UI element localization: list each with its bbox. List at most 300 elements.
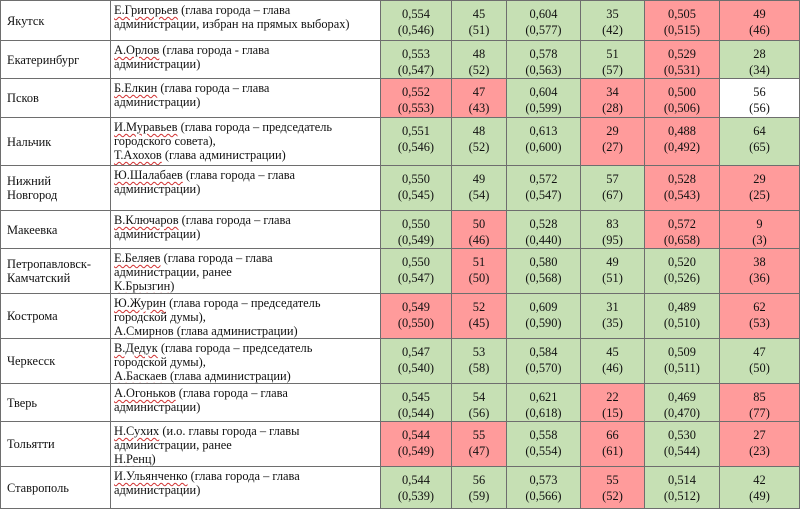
value-cell — [645, 41, 720, 79]
previous-value: (67) — [602, 188, 623, 202]
previous-value: (49) — [749, 489, 770, 503]
city-name: Нальчик — [7, 134, 52, 149]
current-value: 55 — [606, 473, 619, 487]
current-value: 45 — [472, 7, 486, 21]
previous-value: (61) — [602, 444, 623, 458]
table-row — [1, 211, 800, 249]
value-cell — [381, 166, 452, 211]
leader-name: А.Смирнов — [114, 324, 174, 338]
current-value: 0,528 — [529, 217, 558, 231]
current-value: 28 — [753, 47, 766, 61]
current-value: 55 — [472, 428, 486, 442]
leader-role: администрации) — [114, 227, 201, 241]
current-value: 35 — [606, 7, 619, 21]
value-cell — [452, 79, 507, 118]
current-value: 48 — [472, 47, 486, 61]
leader-role: (глава города – глава — [175, 386, 288, 400]
leader-name: К.Брызгин — [114, 279, 171, 293]
previous-value: (0,568) — [525, 271, 562, 285]
current-value: 66 — [606, 428, 619, 442]
previous-value: (0,549) — [397, 233, 435, 247]
previous-value: (77) — [749, 406, 770, 420]
leader-name: В.Дедук — [114, 341, 158, 355]
value-cell — [645, 339, 720, 384]
previous-value: (51) — [602, 271, 623, 285]
value-cell — [452, 41, 507, 79]
leader-name: И.Муравьев — [114, 120, 178, 134]
previous-value: (56) — [468, 406, 490, 420]
current-value: 0,520 — [668, 255, 696, 269]
value-cell — [507, 249, 581, 294]
previous-value: (0,546) — [397, 140, 435, 154]
previous-value: (45) — [468, 316, 490, 330]
leader-role: городской думы), — [114, 355, 206, 369]
leader-name: Ю.Журин — [114, 296, 166, 310]
current-value: 0,505 — [668, 7, 696, 21]
leader-role: (глава города - глава — [159, 43, 270, 57]
value-cell — [381, 339, 452, 384]
table-body — [1, 1, 800, 509]
previous-value: (0,547) — [525, 188, 562, 202]
current-value: 0,509 — [668, 345, 696, 359]
leader-role: (глава города – председатель — [157, 341, 313, 355]
value-cell — [452, 211, 507, 249]
leader-role: администрации) — [114, 95, 201, 109]
leader-name: А.Огоньков — [114, 386, 176, 400]
current-value: 64 — [753, 124, 766, 138]
current-value: 29 — [606, 124, 619, 138]
leader-cell — [111, 467, 381, 509]
leader-role: (глава города – глава — [178, 3, 291, 17]
leader-cell — [111, 79, 381, 118]
previous-value: (0,545) — [397, 188, 435, 202]
previous-value: (25) — [749, 188, 770, 202]
leader-role: (глава города – глава — [160, 251, 273, 265]
city-cell — [1, 422, 111, 467]
previous-value: (0,512) — [663, 489, 701, 503]
current-value: 0,530 — [668, 428, 696, 442]
leader-role: городского совета), — [114, 134, 216, 148]
previous-value: (15) — [602, 406, 623, 420]
current-value: 0,528 — [668, 172, 696, 186]
current-value: 0,604 — [529, 85, 558, 99]
city-name: Ставрополь — [7, 480, 69, 495]
leader-cell — [111, 1, 381, 41]
city-name: Кострома — [7, 309, 58, 323]
leader-role: (глава администрации) — [166, 369, 291, 383]
current-value: 0,514 — [668, 473, 696, 487]
value-cell — [452, 339, 507, 384]
city-name: Черкесск — [7, 354, 56, 368]
previous-value: (0,577) — [525, 23, 562, 37]
value-cell — [381, 41, 452, 79]
leader-role: администрации) — [114, 182, 201, 196]
value-cell — [720, 118, 800, 166]
value-cell — [581, 1, 645, 41]
leader-role: (глава города – глава — [187, 469, 300, 483]
leader-cell — [111, 422, 381, 467]
value-cell — [507, 467, 581, 509]
leader-role: администрации) — [114, 483, 201, 497]
current-value: 50 — [472, 217, 486, 231]
current-value: 34 — [606, 85, 619, 99]
value-cell — [720, 249, 800, 294]
city-cell — [1, 1, 111, 41]
previous-value: (28) — [602, 101, 623, 115]
previous-value: (0,547) — [397, 271, 435, 285]
value-cell — [645, 166, 720, 211]
previous-value: (0,539) — [397, 489, 435, 503]
value-cell — [645, 211, 720, 249]
table-row — [1, 294, 800, 339]
current-value: 22 — [606, 390, 619, 404]
value-cell — [507, 41, 581, 79]
current-value: 47 — [753, 345, 766, 359]
previous-value: (53) — [749, 316, 770, 330]
previous-value: (0,544) — [397, 406, 435, 420]
previous-value: (51) — [468, 23, 490, 37]
value-cell — [381, 294, 452, 339]
current-value: 0,558 — [529, 428, 558, 442]
value-cell — [645, 422, 720, 467]
table-row — [1, 422, 800, 467]
current-value: 0,553 — [402, 47, 430, 61]
leader-role: (глава администрации) — [161, 148, 286, 162]
previous-value: (95) — [602, 233, 623, 247]
current-value: 0,584 — [529, 345, 558, 359]
leader-name: Н.Ренц — [114, 452, 152, 466]
table-row — [1, 1, 800, 41]
city-name: Екатеринбург — [7, 52, 80, 67]
leader-role: администрации, ранее — [114, 265, 232, 279]
city-cell — [1, 41, 111, 79]
value-cell — [581, 339, 645, 384]
previous-value: (65) — [749, 140, 770, 154]
previous-value: (0,563) — [525, 63, 562, 77]
value-cell — [581, 384, 645, 422]
previous-value: (50) — [468, 271, 490, 285]
city-cell — [1, 467, 111, 509]
previous-value: (34) — [749, 63, 770, 77]
value-cell — [452, 1, 507, 41]
value-cell — [720, 1, 800, 41]
value-cell — [581, 211, 645, 249]
city-name: Якутск — [7, 13, 45, 28]
previous-value: (35) — [602, 316, 623, 330]
value-cell — [581, 249, 645, 294]
value-cell — [381, 118, 452, 166]
current-value: 27 — [753, 428, 766, 442]
value-cell — [645, 467, 720, 509]
value-cell — [720, 422, 800, 467]
city-name: Тольятти — [7, 437, 55, 451]
current-value: 53 — [472, 345, 486, 359]
value-cell — [720, 79, 800, 118]
previous-value: (0,599) — [525, 101, 562, 115]
leader-name: И.Ульянченко — [114, 469, 188, 483]
table-row — [1, 118, 800, 166]
current-value: 48 — [472, 124, 486, 138]
leader-role: (глава города – глава — [178, 213, 291, 227]
city-name: Псков — [7, 91, 39, 105]
previous-value: (0,554) — [525, 444, 562, 458]
value-cell — [645, 118, 720, 166]
current-value: 0,544 — [402, 428, 430, 442]
previous-value: (42) — [602, 23, 623, 37]
leader-cell — [111, 166, 381, 211]
leader-role: городской думы), — [114, 310, 206, 324]
value-cell — [507, 118, 581, 166]
value-cell — [645, 1, 720, 41]
leader-role: (глава города – председатель — [165, 296, 321, 310]
leader-role: администрации, избран на прямых выборах) — [114, 17, 350, 31]
current-value: 0,550 — [402, 172, 430, 186]
current-value: 0,529 — [668, 47, 696, 61]
value-cell — [507, 294, 581, 339]
city-name: Петропавловск- — [7, 257, 92, 271]
leader-role: администрации) — [114, 57, 201, 71]
value-cell — [507, 384, 581, 422]
previous-value: (46) — [749, 23, 770, 37]
previous-value: (23) — [749, 444, 770, 458]
previous-value: (46) — [602, 361, 623, 375]
current-value: 0,551 — [402, 124, 430, 138]
current-value: 54 — [472, 390, 486, 404]
previous-value: (0,540) — [397, 361, 435, 375]
leader-cell — [111, 339, 381, 384]
current-value: 0,604 — [529, 7, 558, 21]
table-row — [1, 166, 800, 211]
leader-name: Ю.Шалабаев — [114, 168, 183, 182]
value-cell — [452, 384, 507, 422]
leader-name: В.Ключаров — [114, 213, 179, 227]
previous-value: (0,546) — [397, 23, 435, 37]
previous-value: (3) — [752, 233, 767, 247]
current-value: 0,573 — [529, 473, 558, 487]
previous-value: (0,618) — [525, 406, 562, 420]
value-cell — [507, 79, 581, 118]
previous-value: (0,658) — [663, 233, 701, 247]
current-value: 83 — [606, 217, 619, 231]
previous-value: (0,547) — [397, 63, 435, 77]
leader-cell — [111, 118, 381, 166]
value-cell — [507, 211, 581, 249]
current-value: 29 — [753, 172, 766, 186]
previous-value: (0,515) — [663, 23, 701, 37]
previous-value: (58) — [468, 361, 490, 375]
city-name: Макеевка — [7, 222, 58, 237]
value-cell — [452, 249, 507, 294]
value-cell — [581, 41, 645, 79]
current-value: 0,580 — [529, 255, 558, 269]
current-value: 49 — [472, 172, 486, 186]
value-cell — [720, 384, 800, 422]
previous-value: (0,492) — [663, 140, 701, 154]
current-value: 9 — [756, 217, 763, 231]
value-cell — [581, 294, 645, 339]
value-cell — [720, 294, 800, 339]
leader-cell — [111, 41, 381, 79]
current-value: 0,544 — [402, 473, 430, 487]
current-value: 51 — [606, 47, 619, 61]
value-cell — [507, 422, 581, 467]
current-value: 31 — [606, 300, 619, 314]
previous-value: (0,526) — [663, 271, 701, 285]
current-value: 0,572 — [529, 172, 558, 186]
leader-name: А.Орлов — [114, 43, 160, 57]
previous-value: (0,531) — [663, 63, 701, 77]
current-value: 0,554 — [402, 7, 430, 21]
leader-role: (глава города – председатель — [177, 120, 333, 134]
value-cell — [452, 467, 507, 509]
value-cell — [381, 384, 452, 422]
current-value: 52 — [472, 300, 486, 314]
previous-value: (52) — [602, 489, 623, 503]
current-value: 56 — [472, 473, 486, 487]
current-value: 45 — [606, 345, 619, 359]
value-cell — [507, 339, 581, 384]
value-cell — [720, 166, 800, 211]
value-cell — [720, 467, 800, 509]
current-value: 0,500 — [668, 85, 696, 99]
previous-value: (0,590) — [525, 316, 562, 330]
value-cell — [720, 211, 800, 249]
city-cell — [1, 384, 111, 422]
current-value: 49 — [753, 7, 766, 21]
city-name: Камчатский — [7, 271, 71, 285]
previous-value: (52) — [468, 63, 490, 77]
current-value: 0,552 — [402, 85, 430, 99]
current-value: 0,488 — [668, 124, 696, 138]
city-cell — [1, 211, 111, 249]
value-cell — [720, 41, 800, 79]
current-value: 0,469 — [668, 390, 696, 404]
value-cell — [507, 1, 581, 41]
value-cell — [381, 249, 452, 294]
current-value: 0,549 — [402, 300, 430, 314]
previous-value: (0,511) — [664, 361, 700, 375]
table-row — [1, 339, 800, 384]
previous-value: (0,553) — [397, 101, 435, 115]
previous-value: (0,543) — [663, 188, 701, 202]
value-cell — [381, 467, 452, 509]
value-cell — [581, 422, 645, 467]
previous-value: (0,549) — [397, 444, 435, 458]
value-cell — [381, 422, 452, 467]
current-value: 0,550 — [402, 217, 430, 231]
current-value: 51 — [472, 255, 486, 269]
previous-value: (54) — [468, 188, 490, 202]
current-value: 0,550 — [402, 255, 430, 269]
table-row — [1, 249, 800, 294]
previous-value: (59) — [468, 489, 490, 503]
leader-cell — [111, 294, 381, 339]
value-cell — [452, 118, 507, 166]
value-cell — [645, 294, 720, 339]
city-cell — [1, 339, 111, 384]
current-value: 62 — [753, 300, 766, 314]
value-cell — [645, 384, 720, 422]
leader-role: (и.о. главы города – главы — [159, 424, 300, 438]
city-cell — [1, 166, 111, 211]
value-cell — [381, 79, 452, 118]
value-cell — [581, 118, 645, 166]
value-cell — [507, 166, 581, 211]
leader-role: администрации, ранее — [114, 438, 232, 452]
value-cell — [645, 249, 720, 294]
previous-value: (0,570) — [525, 361, 562, 375]
table-row — [1, 467, 800, 509]
value-cell — [720, 339, 800, 384]
table-row — [1, 41, 800, 79]
value-cell — [452, 422, 507, 467]
leader-role: (глава города – глава — [182, 168, 295, 182]
value-cell — [381, 211, 452, 249]
leader-role: администрации) — [114, 400, 201, 414]
leader-name: Н.Сухих — [114, 424, 160, 438]
value-cell — [381, 1, 452, 41]
leader-name: Е.Григорьев — [114, 3, 179, 17]
leader-role: (глава города – глава — [157, 81, 270, 95]
current-value: 0,489 — [668, 300, 696, 314]
current-value: 0,621 — [529, 390, 558, 404]
value-cell — [645, 79, 720, 118]
current-value: 56 — [753, 85, 766, 99]
previous-value: (0,600) — [525, 140, 562, 154]
city-cell — [1, 294, 111, 339]
previous-value: (0,470) — [663, 406, 701, 420]
current-value: 0,609 — [529, 300, 558, 314]
current-value: 0,572 — [668, 217, 696, 231]
previous-value: (0,566) — [525, 489, 562, 503]
leader-name: Т.Ахохов — [114, 148, 162, 162]
current-value: 42 — [753, 473, 766, 487]
previous-value: (50) — [749, 361, 770, 375]
previous-value: (0,440) — [525, 233, 562, 247]
current-value: 57 — [606, 172, 619, 186]
leader-role: ) — [170, 279, 175, 293]
current-value: 0,547 — [402, 345, 430, 359]
previous-value: (0,544) — [663, 444, 701, 458]
previous-value: (47) — [468, 444, 490, 458]
value-cell — [581, 467, 645, 509]
city-name: Новгород — [7, 188, 58, 202]
city-cell — [1, 118, 111, 166]
current-value: 0,613 — [529, 124, 558, 138]
previous-value: (36) — [749, 271, 770, 285]
leader-cell — [111, 211, 381, 249]
previous-value: (46) — [468, 233, 490, 247]
previous-value: (43) — [468, 101, 490, 115]
leader-cell — [111, 249, 381, 294]
previous-value: (56) — [749, 101, 770, 115]
current-value: 38 — [753, 255, 766, 269]
value-cell — [452, 166, 507, 211]
leader-cell — [111, 384, 381, 422]
city-cell — [1, 79, 111, 118]
table-row — [1, 384, 800, 422]
previous-value: (0,550) — [397, 316, 435, 330]
leader-name: Е.Беляев — [114, 251, 161, 265]
city-cell — [1, 249, 111, 294]
value-cell — [581, 166, 645, 211]
previous-value: (27) — [602, 140, 623, 154]
table-row — [1, 79, 800, 118]
previous-value: (52) — [468, 140, 490, 154]
current-value: 49 — [606, 255, 619, 269]
current-value: 85 — [753, 390, 766, 404]
current-value: 0,578 — [529, 47, 558, 61]
